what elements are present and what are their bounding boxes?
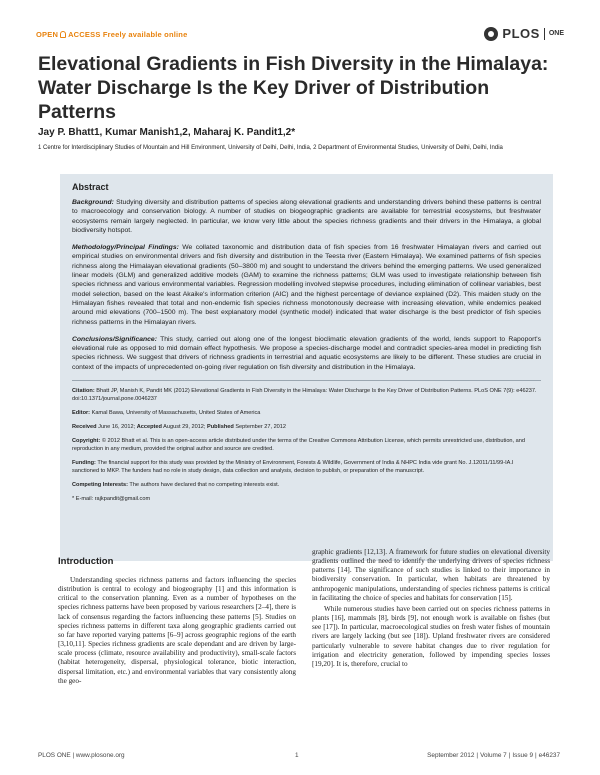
abstract-conclusions: Conclusions/Significance: This study, carried out along one of the longest bioclimatic elevation gradients of the world, lends support to Rapoport's elevational rule as opposed to mid domain effect hypothesis. We propose a species-discharge model and contradict species-area model in predicting fish species richness. We suggest that drivers of richness gradients in terrestrial and aquatic ecosystems are likely to be different. These studies are crucial in context of the impacts of unprecedented on-going river regulation on fish diversity and distribution in the Himalaya. xyxy=(72,335,541,371)
funding: Funding: The financial support for this study was provided by the Ministry of Environment, Forests & Wildlife, Government of India & NHPC India vide grant No. J.12011/11/99-IA.I sanctioned to MKP. The funders had no role in study design, data collection and analysis, decision to publish, or preparation of the manuscript. xyxy=(72,460,514,475)
plos-logo-icon xyxy=(484,27,498,41)
competing-interests: Competing Interests: The authors have declared that no competing interests exist. xyxy=(72,482,280,489)
top-bar xyxy=(36,26,564,46)
intro-paragraph: graphic gradients [12,13]. A framework for future studies on elevational diversity gradients outlined the need to identify the underlying drivers of species richness patterns [14]. The significance of such studies is linked to their importance in biodiversity conservation. In particular, when habitats are threatened by anthropogenic manipulations, understanding of species richness patterns is critical in facilitating the choice of species and habitats for conservation [15]. xyxy=(312,548,550,602)
citation: Citation: Bhatt JP, Manish K, Pandit MK (2012) Elevational Gradients in Fish Diversity in the Himalaya: Water Discharge Is the Key Driver of Distribution Patterns. PLoS ONE 7(9): e46237. doi:10.1371/journal.pone.0046237 xyxy=(72,388,537,403)
abstract-box xyxy=(60,174,553,561)
abstract-methods: Methodology/Principal Findings: We collated taxonomic and distribution data of fish species from 16 freshwater Himalayan rivers and carried out empirical studies on environmental drivers and fish diversity and distribution in the Teesta river (Eastern Himalaya). We examined patterns of fish species richness along the Himalayan elevational gradients (50–3800 m) and sought to understand the drivers behind the emerging patterns. We used generalized linear models (GLM) and generalized additive models (GAM) to examine the richness patterns; GLM was used to investigate relationship between fish species richness and various environmental variables. Regression modelling involved stepwise procedures, including elimination of collinear variables, best model selection, based on the least Akaike's information criterion (AIC) and the highest percentage of deviance explained (D2). This maiden study on the Himalayan fishes revealed that total and non-endemic fish species richness monotonously decrease with increasing elevation, while endemics peaked around mid elevations (700–1500 m). The best explanatory model (synthetic model) indicated that water discharge is the best predictor of fish species richness patterns in the Himalayan rivers. xyxy=(72,244,541,326)
footer-issue-info: September 2012 | Volume 7 | Issue 9 | e46237 xyxy=(427,752,560,759)
introduction-heading: Introduction xyxy=(58,556,114,567)
affiliations: 1 Centre for Interdisciplinary Studies of Mountain and Hill Environment, University of Delhi, Delhi, India, 2 Department of Environmental Studies, University of Delhi, Delhi, India xyxy=(38,145,503,151)
abstract-divider xyxy=(72,380,541,381)
author-list: Jay P. Bhatt1, Kumar Manish1,2, Maharaj K. Pandit1,2* xyxy=(38,127,296,138)
article-title: Elevational Gradients in Fish Diversity in the Himalaya: Water Discharge Is the Key Driver of Distribution Patterns xyxy=(38,53,549,123)
abstract-heading: Abstract xyxy=(72,182,109,192)
open-lock-icon xyxy=(60,31,66,38)
contact-email[interactable]: * E-mail: rajkpandit@gmail.com xyxy=(72,496,151,503)
intro-paragraph: While numerous studies have been carried out on species richness patterns in plants [16], mammals [8], birds [9], not enough work is available on fishes (but see [17]). In particular, macroecological studies on fresh water fishes of mountain rivers are largely lacking (but see [18]). Upland freshwater rivers are considered particularly vulnerable to severe habitat changes due to river regulation for irrigation and electricity generation, followed by impending species losses [19,20]. It is, therefore, crucial to xyxy=(312,604,550,668)
page-number: 1 xyxy=(295,752,299,759)
open-access-badge: OPEN ACCESS Freely available online xyxy=(36,30,188,39)
footer-journal: PLOS ONE | www.plosone.org xyxy=(38,752,125,759)
abstract-background: Background: Studying diversity and distribution patterns of species along elevational gradients and understanding drivers behind these patterns is central to macroecology and conservation biology. A number of studies on biogeographic gradients are available for terrestrial ecosystems, but freshwater ecosystems remain largely neglected. In particular, we know very little about the species richness gradients and their drivers in the Himalaya, a global biodiversity hotspot. xyxy=(72,199,542,234)
dates: Received June 16, 2012; Accepted August 29, 2012; Published September 27, 2012 xyxy=(72,424,287,431)
freely-available-label: Freely available online xyxy=(102,30,188,39)
journal-logo[interactable]: PLOS ONE xyxy=(484,26,564,41)
editor: Editor: Kamal Bawa, University of Massachusetts, United States of America xyxy=(72,410,261,417)
intro-left-column: Understanding species richness patterns and factors influencing the species distribution is central to ecology and biogeography [1] and this information is critical to the conservation planning. Even as a number of hypotheses on the species richness patterns have been proposed by various researchers [2–4], there is lack of consensus regarding the factors influencing these patterns [5]. Studies on species richness patterns in different taxa along geographic gradients carried out so far have reported varying patterns [6–9] across geographic regions of the earth [3,10,11]. Species richness gradients are scale dependant and are driven by large-scale process (climate, resource availability and productivity), small-scale factors (habitat heterogeneity, dispersal, physiological tolerance, biotic interaction, dispersal limitation, etc.) and environmental variables that vary consistently along the geo- xyxy=(58,576,296,685)
intro-right-column xyxy=(312,548,550,671)
footer-site-link[interactable]: www.plosone.org xyxy=(75,752,125,759)
page-footer xyxy=(38,752,562,764)
logo-divider xyxy=(544,28,545,40)
copyright: Copyright: © 2012 Bhatt et al. This is an open-access article distributed under the terms of the Creative Commons Attribution License, which permits unrestricted use, distribution, and reproduction in any medium, provided the original author and source are credited. xyxy=(72,438,525,453)
